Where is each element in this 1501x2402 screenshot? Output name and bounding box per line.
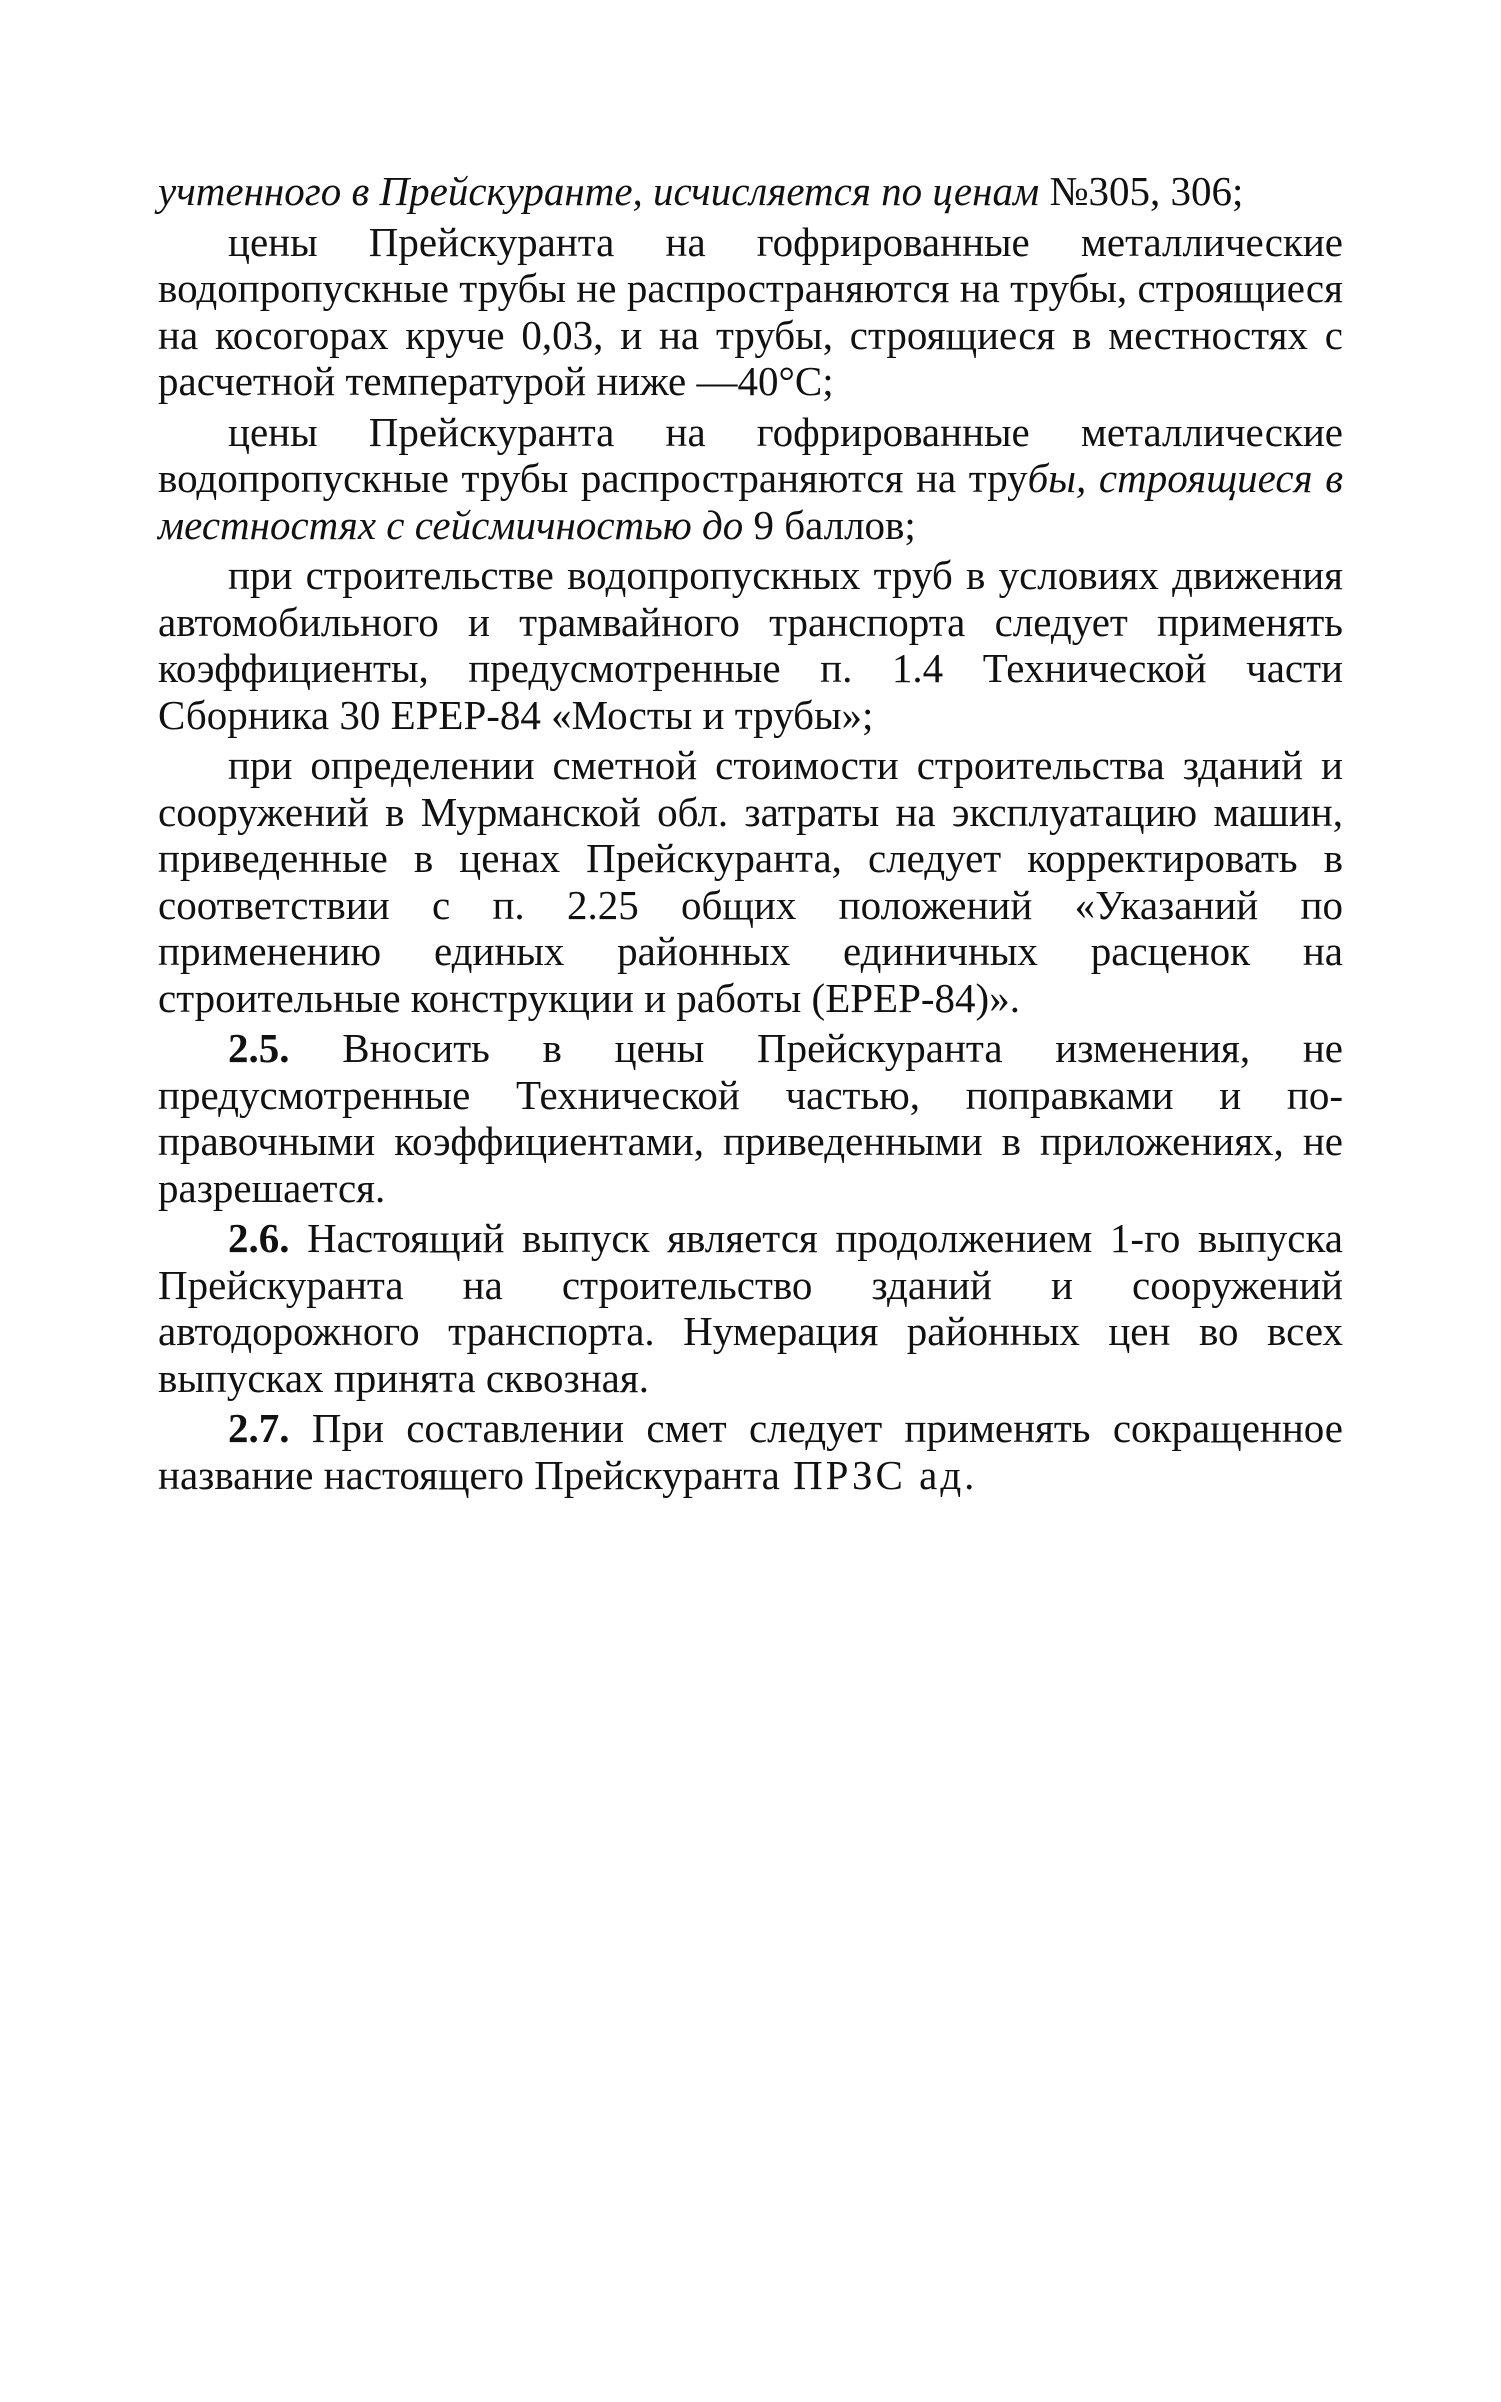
text-span: №305, 306;: [1039, 168, 1244, 214]
document-page: [158, 168, 1343, 1502]
text-span: Вносить в цены Прейскуранта изменения, не предусмотренные Технической частью, поправками и поправочными коэффициентами, приведенными в приложениях, не разрешается.: [158, 1025, 1343, 1211]
text-span: 9 баллов;: [743, 501, 916, 548]
paragraph-murmansk-region: [158, 742, 1343, 1021]
section-number: 2.7.: [228, 1405, 290, 1451]
text-span: При составлении смет следует применять сокращенное название настоящего Прейскуранта: [158, 1405, 1343, 1498]
text-span: цены Прейскуранта на гофрированные металлические водопропускные трубы распространяются на тру: [158, 408, 1343, 501]
text-span: при строительстве водопропускных труб в условиях движения автомобильного и трамвайного транспорта следует применять коэффициенты, предусмотренные п. 1.4 Технической части Сборника 30 ЕРЕР-84 «Мосты и трубы»;: [158, 552, 1343, 738]
paragraph-section-2-5: [158, 1025, 1343, 1211]
text-span: Настоящий выпуск является продолжением 1-го выпуска Прейскуранта на строительство зданий и сооружений автодорожного транспорта. Нумерация районных цен во всех выпусках принята сквозная.: [158, 1215, 1343, 1401]
paragraph-corrugated-pipes-not-applied: [158, 219, 1343, 405]
text-span: цены Прейскуранта на гофрированные металлические водопропускные трубы не распространяются на трубы, строящиеся на косогорах круче 0,03, и на трубы, строящиеся в местностях с расчетной температурой ниже —40°С;: [158, 218, 1343, 404]
paragraph-section-2-6: [158, 1215, 1343, 1401]
paragraph-prices-continuation: [158, 168, 1343, 215]
text-span: учтенного в Прейскуранте, исчисляется по ценам: [158, 168, 1040, 214]
abbreviation: ПРЗС ад.: [779, 1451, 978, 1498]
text-span: бы, строящиеся в местностях с сейсмичностью до: [158, 455, 1343, 548]
paragraph-corrugated-pipes-seismic: [158, 409, 1343, 549]
section-number: 2.6.: [228, 1215, 290, 1261]
paragraph-traffic-coefficients: [158, 552, 1343, 738]
text-span: при определении сметной стоимости строительства зданий и сооружений в Мурманской обл. затраты на эксплуатацию машин, приведенные в ценах Прейскуранта, следует корректировать в соответствии с п. 2.25 общих положений «Указаний по применению единых районных единичных расценок на строительные конструкции и работы (ЕРЕР-84)».: [158, 742, 1343, 1021]
section-number: 2.5.: [228, 1025, 290, 1071]
paragraph-section-2-7: [158, 1405, 1343, 1498]
